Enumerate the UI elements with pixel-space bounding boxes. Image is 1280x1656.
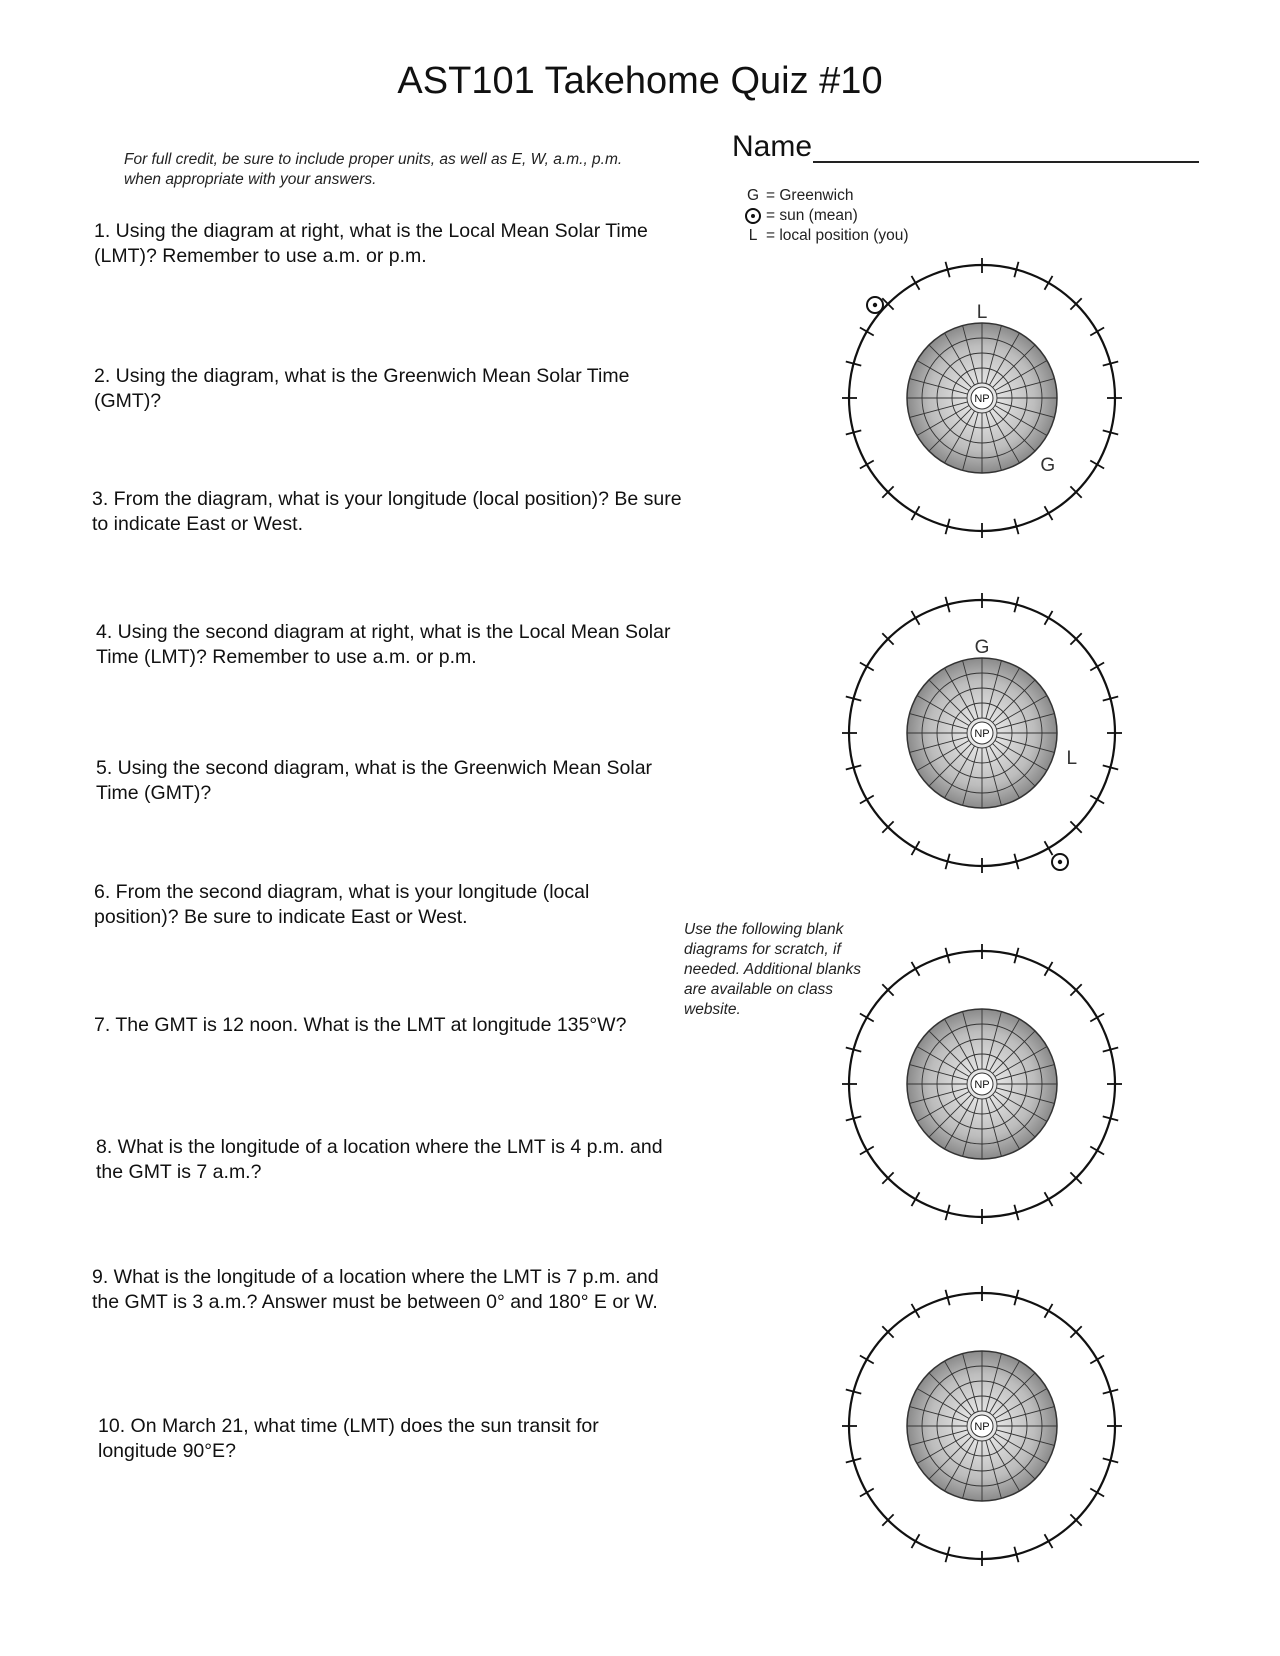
- north-pole-label: NP: [974, 1421, 990, 1433]
- hour-tick: [1045, 506, 1053, 520]
- sun-icon: [865, 295, 885, 315]
- earth-diagram-1: [842, 258, 1122, 538]
- hour-tick: [1045, 1192, 1053, 1206]
- question-3: 3. From the diagram, what is your longitude (local position)? Be sure to indicate East or West.: [92, 488, 682, 535]
- scratch-note: Use the following blank diagrams for scratch, if needed. Additional blanks are available on class website.: [684, 921, 861, 1018]
- legend-text: = local position (you): [766, 227, 909, 244]
- question-1: 1. Using the diagram at right, what is the Local Mean Solar Time (LMT)? Remember to use a.m. or p.m.: [94, 220, 648, 267]
- hour-tick: [860, 796, 874, 804]
- hour-tick: [1090, 328, 1104, 336]
- hour-tick: [860, 1014, 874, 1022]
- legend-text: = Greenwich: [766, 187, 854, 204]
- hour-tick: [1090, 461, 1104, 469]
- question-2: 2. Using the diagram, what is the Greenwich Mean Solar Time (GMT)?: [94, 365, 630, 412]
- question-10: 10. On March 21, what time (LMT) does the sun transit for longitude 90°E?: [98, 1415, 599, 1462]
- hour-tick: [1090, 663, 1104, 671]
- greenwich-marker: G: [974, 637, 990, 658]
- legend-text: = sun (mean): [766, 207, 858, 224]
- hour-tick: [1090, 796, 1104, 804]
- question-8: 8. What is the longitude of a location where the LMT is 4 p.m. and the GMT is 7 a.m.?: [96, 1136, 663, 1183]
- name-answer-line[interactable]: [813, 161, 1199, 163]
- question-9: 9. What is the longitude of a location where the LMT is 7 p.m. and the GMT is 3 a.m.? Answer must be between 0° and 180° E or W.: [92, 1266, 659, 1313]
- hour-tick: [1090, 1356, 1104, 1364]
- hour-tick: [912, 611, 920, 625]
- globe-svg: [842, 944, 1122, 1224]
- hour-tick: [860, 461, 874, 469]
- instructions-text: For full credit, be sure to include proper units, as well as E, W, a.m., p.m. when appropriate with your answers.: [124, 151, 623, 188]
- hour-tick: [912, 1192, 920, 1206]
- north-pole-label: NP: [974, 393, 990, 405]
- legend-row-local: [740, 226, 909, 246]
- earth-diagram-blank-1: [842, 944, 1122, 1224]
- hour-tick: [1090, 1147, 1104, 1155]
- local-position-symbol: L: [748, 227, 758, 244]
- local-position-marker: L: [976, 302, 988, 323]
- hour-tick: [912, 841, 920, 855]
- hour-tick: [1045, 276, 1053, 290]
- hour-tick: [860, 328, 874, 336]
- legend-row-greenwich: [740, 186, 909, 206]
- hour-tick: [912, 962, 920, 976]
- hour-tick: [1045, 1534, 1053, 1548]
- hour-tick: [1045, 1304, 1053, 1318]
- north-pole-label: NP: [974, 1079, 990, 1091]
- hour-tick: [1045, 962, 1053, 976]
- hour-tick: [860, 1147, 874, 1155]
- hour-tick: [1045, 611, 1053, 625]
- local-position-marker: L: [1066, 748, 1078, 770]
- globe-svg: [842, 1286, 1122, 1566]
- greenwich-marker: G: [1040, 454, 1056, 476]
- legend: [740, 186, 909, 246]
- hour-tick: [912, 1534, 920, 1548]
- hour-tick: [860, 663, 874, 671]
- earth-diagram-2: [842, 593, 1122, 873]
- hour-tick: [912, 506, 920, 520]
- hour-tick: [912, 276, 920, 290]
- hour-tick: [860, 1356, 874, 1364]
- question-7: 7. The GMT is 12 noon. What is the LMT at longitude 135°W?: [94, 1014, 627, 1036]
- page-title: AST101 Takehome Quiz #10: [397, 60, 883, 102]
- hour-tick: [860, 1489, 874, 1497]
- question-5: 5. Using the second diagram, what is the Greenwich Mean Solar Time (GMT)?: [96, 757, 653, 804]
- globe-svg: [842, 593, 1122, 873]
- sun-icon: [1050, 852, 1070, 872]
- name-label: Name: [732, 130, 813, 163]
- legend-row-sun: [740, 206, 909, 226]
- earth-diagram-blank-2: [842, 1286, 1122, 1566]
- hour-tick: [1090, 1489, 1104, 1497]
- north-pole-label: NP: [974, 728, 990, 740]
- hour-tick: [912, 1304, 920, 1318]
- hour-tick: [1090, 1014, 1104, 1022]
- question-4: 4. Using the second diagram at right, what is the Local Mean Solar Time (LMT)? Remember to use a.m. or p.m.: [96, 621, 671, 668]
- sun-icon: [740, 207, 766, 225]
- greenwich-symbol: G: [746, 187, 760, 204]
- question-6: 6. From the second diagram, what is your longitude (local position)? Be sure to indicate East or West.: [94, 881, 590, 928]
